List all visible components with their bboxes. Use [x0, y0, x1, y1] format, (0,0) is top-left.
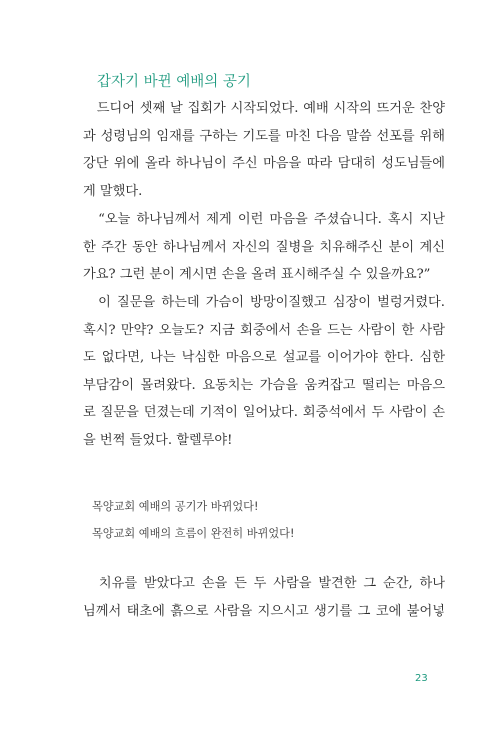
quote-text: 목양교회 예배의 흐름이 완전히 바뀌었다! — [92, 527, 295, 540]
section-title: 갑자기 바뀐 예배의 공기 — [97, 74, 251, 90]
paragraph-line: 부담감이 몰려왔다. 요동치는 가슴을 움켜잡고 떨리는 마음으 — [83, 377, 445, 393]
paragraph-line: 한 주간 동안 하나님께서 자신의 질병을 치유해주신 분이 계신 — [83, 239, 445, 255]
closing-paragraph — [83, 570, 445, 625]
paragraph-line: 강단 위에 올라 하나님이 주신 마음을 따라 담대히 성도님들에 — [83, 156, 445, 172]
paragraph-1 — [83, 95, 445, 205]
paragraph-line: 로 질문을 던졌는데 기적이 일어났다. 회중석에서 두 사람이 손 — [83, 405, 445, 421]
paragraph-line: 과 성령님의 임재를 구하는 기도를 마친 다음 말씀 선포를 위해 — [83, 128, 445, 144]
paragraph-3 — [83, 289, 445, 455]
paragraph-line: 을 번쩍 들었다. 할렐루야! — [83, 432, 233, 448]
page-number: 23 — [415, 673, 428, 684]
quote-text: 목양교회 예배의 공기가 바뀌었다! — [92, 500, 259, 513]
paragraph-line: 드디어 셋째 날 집회가 시작되었다. 예배 시작의 뜨거운 찬양 — [83, 101, 445, 116]
paragraph-line: 이 질문을 하는데 가슴이 방망이질했고 심장이 벌렁거렸다. — [83, 295, 445, 310]
paragraph-line: 도 없다면, 나는 낙심한 마음으로 설교를 이어가야 한다. 심한 — [83, 350, 445, 366]
paragraph-2 — [83, 206, 445, 289]
paragraph-line: 님께서 태초에 흙으로 사람을 지으시고 생기를 그 코에 불어넣 — [83, 603, 445, 619]
quote-line-1 — [92, 498, 432, 514]
paragraph-line: 게 말했다. — [83, 183, 143, 199]
paragraph-line: 혹시? 만약? 오늘도? 지금 회중에서 손을 드는 사람이 한 사람 — [83, 322, 445, 338]
paragraph-line: 치유를 받았다고 손을 든 두 사람을 발견한 그 순간, 하나 — [83, 576, 445, 591]
paragraph-line: “오늘 하나님께서 제게 이런 마음을 주셨습니다. 혹시 지난 — [83, 212, 445, 227]
paragraph-line: 가요? 그런 분이 계시면 손을 올려 표시해주실 수 있을까요?” — [83, 267, 431, 283]
quote-line-2 — [92, 525, 432, 541]
